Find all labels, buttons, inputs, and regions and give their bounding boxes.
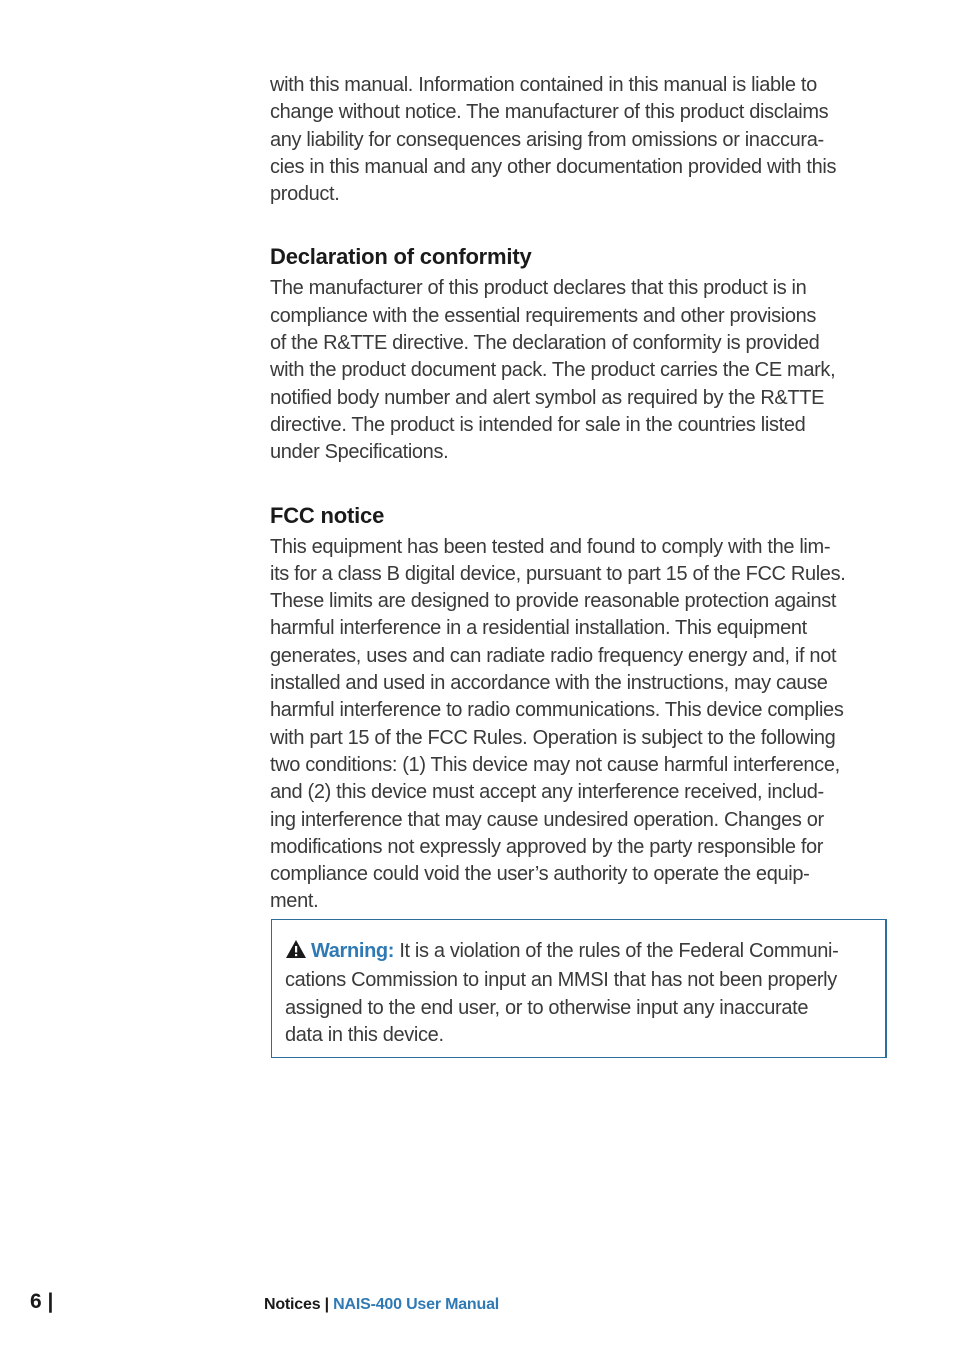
declaration-of-conformity-heading: Declaration of conformity xyxy=(270,244,532,270)
fcc-notice-text: This equipment has been tested and found to comply with the lim- its for a class B digital device, pursuant to part 15 of the FCC Rules. These limits are designed to provide reasonable protection against harmful interference in a residential installation. This equipment generates, uses and can radiate radio frequency energy and, if not installed and used in accordance with the instructions, may cause harmful interference to radio communications. This device complies with part 15 of the FCC Rules. Operation is subject to the following two conditions: (1) This device may not cause harmful interference, and (2) this device must accept any interference received, includ- ing interference that may cause undesired operation. Changes or modifications not expressly approved by the party responsible for compliance could void the user’s authority to operate the equip- ment. xyxy=(270,535,846,913)
warning-body: It is a violation of the rules of the Federal Communi- cations Commission to input an MMSI that has not been properly assigned to the end user, or to otherwise input any inaccurate data in this device. xyxy=(285,940,839,1046)
page-content xyxy=(270,72,890,916)
fcc-notice-heading: FCC notice xyxy=(270,502,385,528)
warning-text-block xyxy=(285,938,881,1049)
warning-triangle-icon xyxy=(285,939,307,967)
footer-manual-title: NAIS-400 User Manual xyxy=(333,1296,500,1313)
warning-label: Warning: xyxy=(311,940,395,962)
intro-paragraph: with this manual. Information contained in this manual is liable to change without notice. The manufacturer of this product disclaims any liability for consequences arising from omissions or inaccura- cies in this manual and any other documentation provided with this product. xyxy=(270,74,837,206)
page-number: 6 | xyxy=(30,1290,54,1313)
footer-running-title xyxy=(264,1296,499,1314)
page-footer xyxy=(0,1290,954,1324)
footer-section-name: Notices | xyxy=(264,1296,334,1313)
warning-box xyxy=(271,919,887,1058)
declaration-of-conformity-text: The manufacturer of this product declares that this product is in compliance with the essential requirements and other provisions of the R&TTE directive. The declaration of conformity is provided with the product document pack. The product carries the CE mark, notified body number and alert symbol as required by the R&TTE directive. The product is intended for sale in the countries listed under Specifications. xyxy=(270,277,836,464)
